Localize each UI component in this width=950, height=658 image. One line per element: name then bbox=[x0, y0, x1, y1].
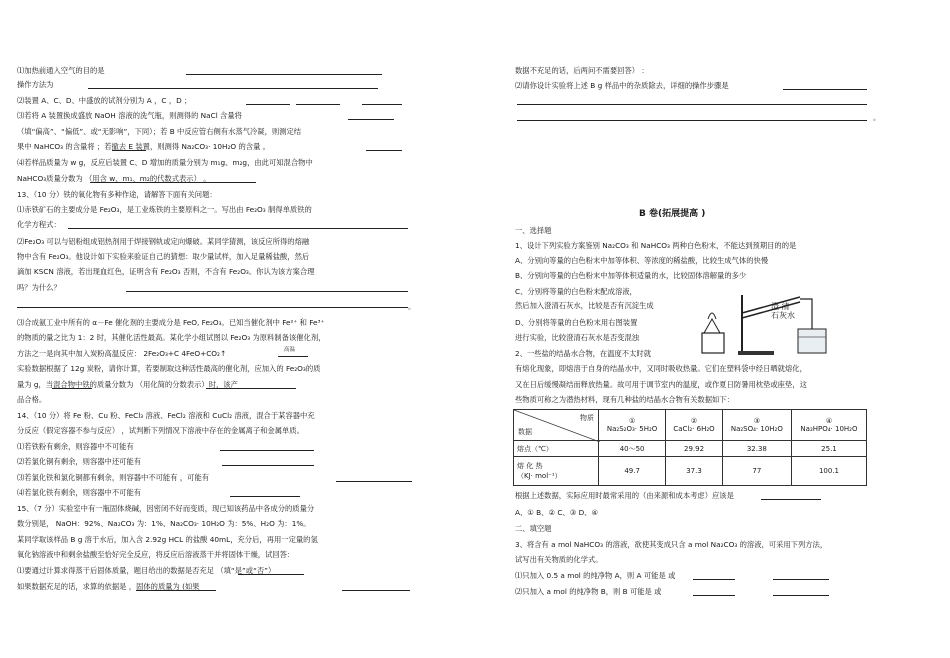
answer-blank[interactable] bbox=[126, 291, 408, 292]
answer-blank[interactable] bbox=[348, 119, 394, 120]
answer-blank[interactable] bbox=[222, 465, 314, 466]
text-line: 滴加 KSCN 溶液，若出现血红色，证明含有 Fe₂O₃ 否则，不含有 Fe₂O₃。你认为该方案合理 bbox=[17, 267, 315, 276]
arrow-condition: 高温 bbox=[284, 347, 296, 353]
text-line: 操作方法为 bbox=[17, 80, 54, 89]
text-line: ⑵请你设计实验将上述 B g 样品中的杂质除去，详细的操作步骤是 bbox=[515, 81, 729, 90]
text-line: 有熔化现象，即熔溶于自身的结晶水中，又同时吸收热量。它们在塑料袋中经日晒就熔化， bbox=[515, 364, 807, 373]
text-line: ⑴要通过计算求得蒸干后固体质量，题目给出的数据是否充足 （填“是”或“否”） bbox=[17, 566, 276, 575]
table-header: ④ Na₂HPO₄· 10H₂O bbox=[791, 410, 866, 441]
text-line: 然后加入澄清石灰水，比较是否有沉淀生成 bbox=[515, 301, 654, 310]
answer-blank[interactable] bbox=[246, 104, 290, 105]
table-cell: 25.1 bbox=[791, 441, 866, 457]
text-line: 物中含有 Fe₂O₃。他设计如下实验来验证自己的猜想：取少量试样，加入足量稀盐酸，然后 bbox=[17, 252, 310, 261]
row-label: 熔 化 热 （KJ· mol⁻¹） bbox=[514, 457, 599, 486]
table-cell: 40～50 bbox=[599, 441, 666, 457]
answer-blank[interactable] bbox=[206, 388, 296, 389]
text-line: 氧化钠溶液中和剩余盐酸至恰好完全反应，将反应后溶液蒸干并将固体干燥，试回答： bbox=[17, 550, 295, 559]
text-line: 进行实验，比较澄清石灰水是否变混浊 bbox=[515, 333, 640, 342]
answer-blank[interactable] bbox=[88, 88, 378, 89]
answer-blank[interactable] bbox=[296, 104, 340, 105]
table-cell: 32.38 bbox=[722, 441, 791, 457]
text-line: ⑴赤铁矿石的主要成分是 Fe₂O₃，是工业炼铁的主要原料之一。写出由 Fe₂O₃ 制得单质铁的 bbox=[17, 205, 312, 214]
corner-top-label: 物质 bbox=[580, 414, 594, 422]
answer-blank[interactable] bbox=[773, 595, 829, 596]
section-subtitle: 二、填空题 bbox=[515, 524, 552, 533]
table-cell: 37.3 bbox=[666, 457, 723, 486]
text-line: ⑴若铁粉有剩余，则容器中不可能有 bbox=[17, 442, 134, 451]
answer-blank[interactable] bbox=[342, 590, 410, 591]
text-line: 一、选择题 bbox=[515, 226, 552, 235]
end-dot: 。 bbox=[408, 302, 416, 311]
apparatus-label: 澄 清 石灰水 bbox=[771, 302, 795, 320]
text-line: ⑶若氯化铁和氯化铜都有剩余，则容器中不可能有 ，可能有 bbox=[17, 473, 210, 482]
option-b: B、分别向等量的白色粉末中加等体积适量的水，比较固体溶解量的多少 bbox=[515, 271, 747, 280]
option-c: C、分别将等量的白色粉末配成溶液， bbox=[515, 287, 637, 296]
text-line: 果中 NaHCO₃ 的含量将 ；若撤去 E 装置，则测得 Na₂CO₃· 10H₂O 的含量 。 bbox=[17, 142, 270, 151]
table-header: ② CaCl₂· 6H₂O bbox=[666, 410, 723, 441]
text-line: 实验数据根据了 12g 炭粉，请你计算，若要制取这种活性最高的催化剂，应加入的 Fe₂O₃的质 bbox=[17, 364, 321, 373]
text-line: ⑶若将 A 装置换成盛放 NaOH 溶液的洗气瓶，则测得的 NaCl 含量将 bbox=[17, 111, 242, 120]
answer-blank[interactable] bbox=[517, 120, 867, 121]
answer-blank[interactable] bbox=[362, 104, 402, 105]
text-line: 化学方程式： bbox=[17, 220, 61, 229]
table-row bbox=[514, 457, 867, 486]
table-cell: 49.7 bbox=[599, 457, 666, 486]
text-line: 数据不充足的话，后两问不需要回答） ： bbox=[515, 66, 649, 75]
answer-blank[interactable] bbox=[336, 481, 412, 482]
table-cell: 29.92 bbox=[666, 441, 723, 457]
text-line: 量为 g，当混合物中铁的质量分数为 （用化简的分数表示）时，该产 bbox=[17, 380, 238, 389]
text-line: 的物质的量之比为 1：2 时，其催化活性最高。某化学小组试图以 Fe₂O₃ 为原料制备该催化剂， bbox=[17, 333, 326, 342]
question-13-title: 13、（10 分）铁的氧化物有多种作途，请解答下面有关问题： bbox=[17, 190, 217, 199]
salt-data-table bbox=[513, 409, 867, 486]
answer-blank[interactable] bbox=[186, 74, 382, 75]
answer-blank[interactable] bbox=[693, 595, 735, 596]
text-line: NaHCO₃质量分数为 （用含 w、m₁、m₂的代数式表示） 。 bbox=[17, 174, 211, 183]
option-d: D、分别将等量的白色粉末用右图装置 bbox=[515, 318, 638, 327]
answer-blank[interactable] bbox=[68, 228, 408, 229]
text-line: 试写出有关物质的化学式。 bbox=[515, 555, 603, 564]
text-line: 某同学取该样品 B g 溶于水后，加入含 2.92g HCL 的盐酸 40mL，充分后，再用一定量的氢 bbox=[17, 535, 318, 544]
end-dot: 。 bbox=[873, 113, 881, 122]
text-line: 根据上述数据，实际应用时最常采用的（由来源和成本考虑）应该是 bbox=[515, 491, 734, 500]
answer-blank[interactable] bbox=[52, 388, 92, 389]
answer-blank[interactable] bbox=[783, 89, 867, 90]
option-a: A、分别向等量的白色粉末中加等体积、等浓度的稀盐酸，比较生成气体的快慢 bbox=[515, 256, 769, 265]
table-cell: 77 bbox=[722, 457, 791, 486]
answer-blank[interactable] bbox=[112, 150, 146, 151]
answer-blank[interactable] bbox=[238, 574, 304, 575]
text-line: 又在日后缓慢凝结而释放热量。故可用于调节室内的温度，或作夏日防暑用枕垫或座垫，这 bbox=[515, 380, 807, 389]
choice-options: A、① B、② C、③ D、④ bbox=[515, 508, 599, 517]
answer-blank[interactable] bbox=[693, 579, 735, 580]
answer-blank[interactable] bbox=[17, 307, 408, 308]
text-line: 品合格。 bbox=[17, 395, 47, 404]
row-label: 熔点（℃） bbox=[514, 441, 599, 457]
text-line: 如果数据充足的话，求算的依据是 ，固体的质量为 (如果 bbox=[17, 582, 200, 591]
table-corner bbox=[514, 410, 599, 441]
text-line: ⑶合成氨工业中所有的 α－Fe 催化剂的主要成分是 FeO, Fe₂O₃。已知当催化剂中 Fe²⁺ 和 Fe³⁺ bbox=[17, 318, 325, 327]
diagonal-line bbox=[514, 410, 600, 442]
answer-blank[interactable] bbox=[517, 104, 867, 105]
text-line: ⑵装置 A、C、D、中盛放的试剂分别为 A ，C ，D ； bbox=[17, 96, 192, 105]
text-line: ⑷若样品质量为 w g，反应后装置 C、D 增加的质量分别为 m₁g、m₂g，由此可知混合物中 bbox=[17, 158, 313, 167]
question-15-title: 15、（7 分）实验室中有一瓶固体烧碱，因密闭不好而变质，现已知该药品中各成分的质量分 bbox=[17, 504, 315, 513]
table-header: ① Na₂S₂O₃· 5H₂O bbox=[599, 410, 666, 441]
text-line: ⑴只加入 0.5 a mol 的纯净物 A，则 A 可能是 或 bbox=[515, 571, 676, 580]
text-line: 数分别是， NaOH：92%、Na₂CO₃ 为：1%、Na₂CO₃· 10H₂O 为：5%、H₂O 为：1%。 bbox=[17, 519, 311, 528]
text-line: ⑵Fe₂O₃ 可以与铝粉组成铝热剂用于焊接钢轨或定向爆破。某同学猜测，该反应所得的熔融 bbox=[17, 237, 310, 246]
text-line: 2、一些盐的结晶水合物，在温度不太时就 bbox=[515, 349, 651, 358]
text-line: 分反应（假定容器不参与反应） ，试判断下列情况下溶液中存在的金属离子和金属单质。 bbox=[17, 426, 304, 435]
answer-blank[interactable] bbox=[136, 590, 216, 591]
reaction-equation: 方法之一是向其中加入炭粉高温反应： 2Fe₂O₃+C 4FeO+CO₂↑ bbox=[17, 349, 227, 358]
corner-bottom-label: 数据 bbox=[518, 428, 532, 436]
section-title: B 卷(拓展提高 ) bbox=[639, 209, 706, 219]
answer-blank[interactable] bbox=[761, 499, 821, 500]
heating-apparatus-diagram bbox=[700, 285, 830, 357]
answer-blank[interactable] bbox=[90, 182, 256, 183]
text-line: ⑵若氯化铜有剩余，则容器中还可能有 bbox=[17, 457, 142, 466]
text-line: （填“偏高”、“偏低”、或“无影响”，下同）；若 B 中反应管右侧有水蒸气冷凝，则测定结 bbox=[17, 127, 302, 136]
table-row bbox=[514, 441, 867, 457]
text-line: ⑵只加入 a mol 的纯净物 B，则 B 可能是 或 bbox=[515, 587, 662, 596]
text-line: ⑷若氯化铁有剩余，则容器中不可能有 bbox=[17, 488, 142, 497]
text-line: 些物质可称之为潜热材料，现有几种盐的结晶水合物有关数据如下： bbox=[515, 395, 734, 404]
text-line: 3、将含有 a mol NaHCO₃ 的溶液，欲使其变成只含 a mol Na₂CO₃ 的溶液，可采用下列方法， bbox=[515, 540, 828, 549]
text-line: ⑴加热前通入空气的目的是 bbox=[17, 66, 105, 75]
text-line: 1、设计下列实验方案鉴别 Na₂CO₃ 和 NaHCO₃ 两种白色粉末，不能达到预期目的的是 bbox=[515, 241, 797, 250]
table-header: ③ Na₂SO₄· 10H₂O bbox=[722, 410, 791, 441]
answer-blank[interactable] bbox=[366, 150, 402, 151]
table-cell: 100.1 bbox=[791, 457, 866, 486]
question-14-title: 14、（10 分）将 Fe 粉、Cu 粉、FeCl₃ 溶液、FeCl₂ 溶液和 CuCl₂ 溶液，混合于某容器中充 bbox=[17, 411, 315, 420]
answer-blank[interactable] bbox=[230, 496, 300, 497]
answer-blank[interactable] bbox=[773, 579, 829, 580]
text-line: 吗？为什么？ bbox=[17, 283, 61, 292]
reaction-arrow bbox=[278, 356, 308, 357]
answer-blank[interactable] bbox=[220, 450, 314, 451]
